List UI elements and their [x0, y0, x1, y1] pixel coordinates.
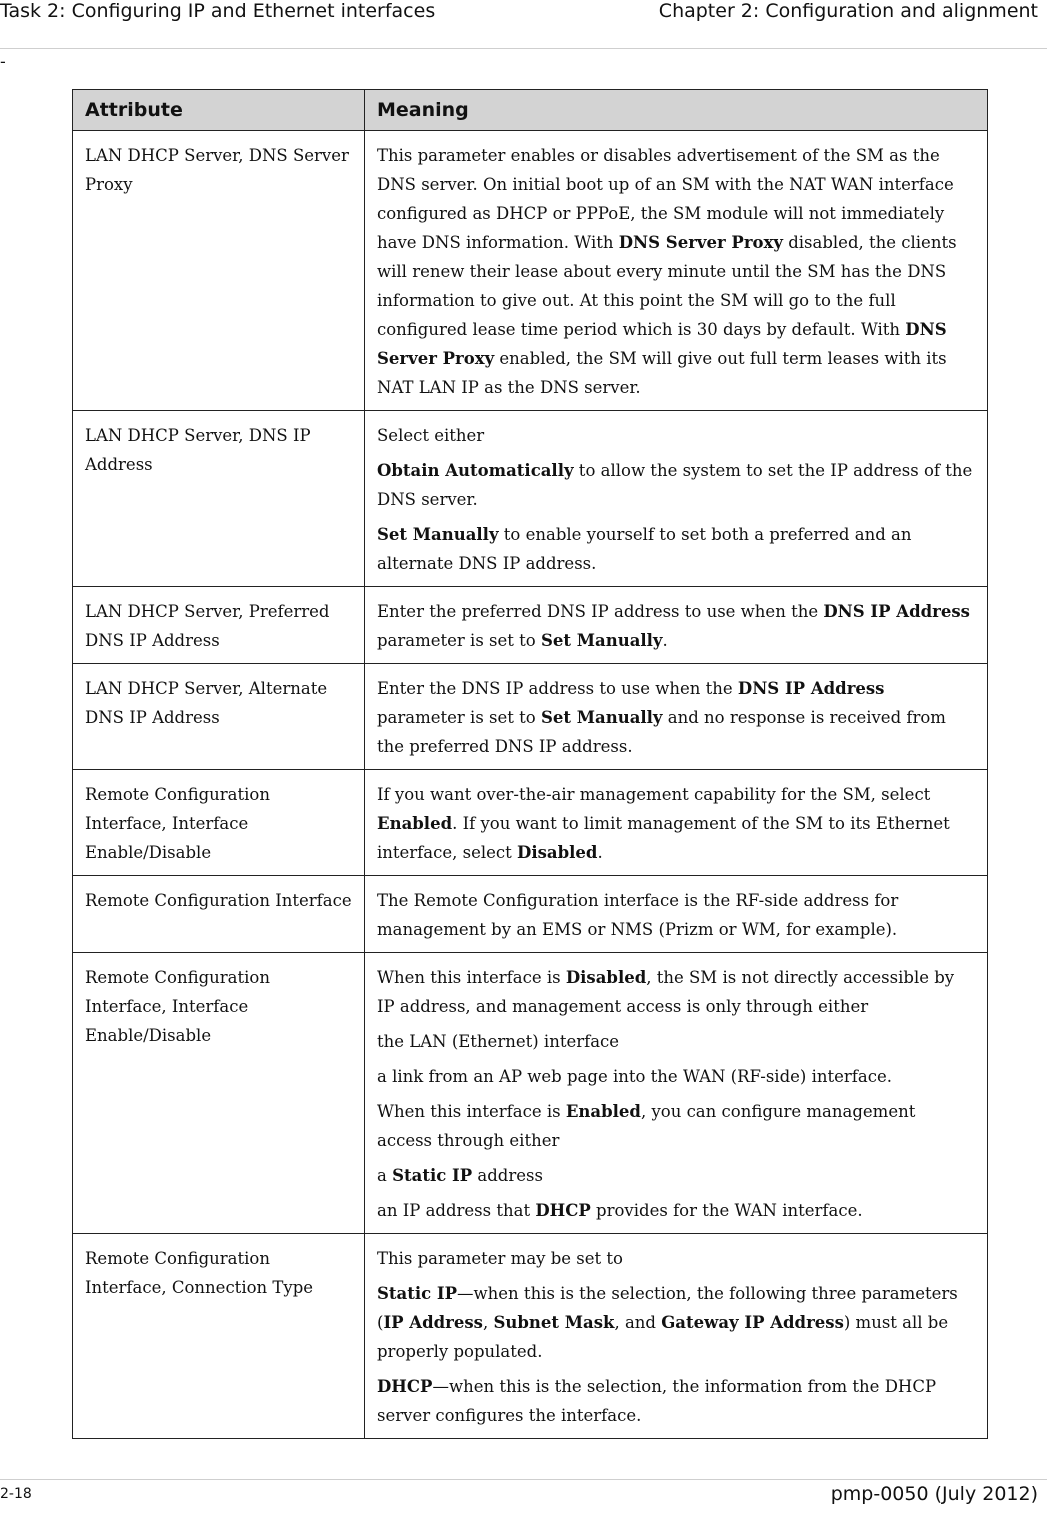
text-run: Enter the DNS IP address to use when the — [377, 679, 738, 698]
text-run: , — [482, 1313, 494, 1332]
meaning-paragraph — [377, 1244, 975, 1273]
meaning-paragraph — [377, 456, 975, 514]
page-header — [0, 0, 1047, 49]
text-run: a — [377, 1166, 393, 1185]
meaning-paragraph — [377, 963, 975, 1021]
text-run: a link from an AP web page into the WAN (RF-side) interface. — [377, 1067, 892, 1086]
header-section-title: Task 2: Configuring IP and Ethernet interfaces — [0, 0, 436, 22]
text-run: —when this is the selection, the following three parameters ( — [377, 1284, 958, 1332]
bold-term: Static IP — [392, 1166, 473, 1185]
meaning-paragraph — [377, 1027, 975, 1056]
meaning-cell — [365, 770, 988, 876]
table-row — [73, 131, 988, 411]
meaning-paragraph — [377, 520, 975, 578]
bold-term: DNS IP Address — [737, 679, 885, 698]
bold-term: Disabled — [517, 843, 598, 862]
text-run: the LAN (Ethernet) interface — [377, 1032, 620, 1051]
column-header-attribute: Attribute — [73, 90, 365, 131]
stray-dash: - — [0, 52, 6, 71]
meaning-cell — [365, 953, 988, 1234]
text-run: address — [472, 1166, 543, 1185]
text-run: When this interface is — [377, 968, 566, 987]
attribute-cell: LAN DHCP Server, DNS IP Address — [73, 411, 365, 587]
meaning-paragraph — [377, 1279, 975, 1366]
bold-term: Enabled — [377, 814, 453, 833]
text-run: an IP address that — [377, 1201, 536, 1220]
text-run: . — [662, 631, 668, 650]
text-run: disabled, the clients will renew their lease about every minute until the SM has the DNS information to give out. At this point the SM will go to the full configured lease time period which is 30 days by default. With — [377, 233, 957, 339]
text-run: —when this is the selection, the information from the DHCP server configures the interface. — [377, 1377, 937, 1425]
text-run: ) must all be properly populated. — [377, 1313, 949, 1361]
bold-term: DHCP — [535, 1201, 591, 1220]
meaning-paragraph — [377, 674, 975, 761]
table-row — [73, 876, 988, 953]
meaning-paragraph — [377, 597, 975, 655]
text-run: If you want over-the-air management capability for the SM, select — [377, 785, 931, 804]
attribute-cell: LAN DHCP Server, Preferred DNS IP Address — [73, 587, 365, 664]
text-run: Select either — [377, 426, 485, 445]
bold-term: Set Manually — [540, 631, 663, 650]
meaning-paragraph — [377, 1196, 975, 1225]
meaning-cell — [365, 587, 988, 664]
attribute-cell: Remote Configuration Interface, Interface Enable/Disable — [73, 953, 365, 1234]
text-run: to enable yourself to set both a preferred and an alternate DNS IP address. — [377, 525, 912, 573]
header-chapter-title: Chapter 2: Configuration and alignment — [658, 0, 1038, 22]
bold-term: Static IP — [377, 1284, 458, 1303]
text-run: provides for the WAN interface. — [590, 1201, 863, 1220]
text-run: The Remote Configuration interface is the RF-side address for management by an EMS or NMS (Prizm or WM, for example). — [377, 891, 899, 939]
text-run: enabled, the SM will give out full term leases with its NAT LAN IP as the DNS server. — [377, 349, 947, 397]
bold-term: DNS IP Address — [823, 602, 970, 621]
table-header-row — [73, 90, 988, 131]
table-row — [73, 411, 988, 587]
bold-term: Obtain Automatically — [377, 461, 574, 480]
attribute-cell: Remote Configuration Interface — [73, 876, 365, 953]
text-run: This parameter enables or disables advertisement of the SM as the DNS server. On initial boot up of an SM with the NAT WAN interface configured as DHCP or PPPoE, the SM module will not immediately have DNS information. With — [377, 146, 954, 252]
meaning-paragraph — [377, 1372, 975, 1430]
table-row — [73, 664, 988, 770]
text-run: . If you want to limit management of the SM to its Ethernet interface, select — [377, 814, 950, 862]
table-row — [73, 953, 988, 1234]
meaning-paragraph — [377, 1097, 975, 1155]
text-run: parameter is set to — [377, 708, 541, 727]
bold-term: Subnet Mask — [493, 1313, 615, 1332]
text-run: When this interface is — [377, 1102, 566, 1121]
attribute-cell: LAN DHCP Server, DNS Server Proxy — [73, 131, 365, 411]
column-header-meaning: Meaning — [365, 90, 988, 131]
meaning-cell — [365, 411, 988, 587]
bold-term: DNS Server Proxy — [618, 233, 783, 252]
text-run: and no response is received from the preferred DNS IP address. — [377, 708, 946, 756]
table-row — [73, 587, 988, 664]
attribute-table — [72, 89, 988, 1439]
page-number: 2-18 — [0, 1486, 32, 1502]
bold-term: Set Manually — [377, 525, 499, 544]
bold-term: Gateway IP Address — [661, 1313, 844, 1332]
text-run: This parameter may be set to — [377, 1249, 623, 1268]
bold-term: Set Manually — [540, 708, 663, 727]
bold-term: DNS Server Proxy — [377, 320, 947, 368]
text-run: , and — [614, 1313, 662, 1332]
meaning-cell — [365, 1234, 988, 1439]
meaning-cell — [365, 876, 988, 953]
meaning-paragraph — [377, 421, 975, 450]
bold-term: Disabled — [565, 968, 647, 987]
page-footer — [0, 1479, 1047, 1513]
attribute-cell: Remote Configuration Interface, Interface Enable/Disable — [73, 770, 365, 876]
text-run: to allow the system to set the IP address of the DNS server. — [377, 461, 973, 509]
meaning-cell — [365, 131, 988, 411]
text-run: parameter is set to — [377, 631, 541, 650]
document-id: pmp-0050 (July 2012) — [830, 1483, 1038, 1505]
meaning-paragraph — [377, 1161, 975, 1190]
text-run: , the SM is not directly accessible by IP address, and management access is only through either — [377, 968, 955, 1016]
attribute-cell: Remote Configuration Interface, Connection Type — [73, 1234, 365, 1439]
text-run: . — [597, 843, 603, 862]
table-row — [73, 770, 988, 876]
meaning-cell — [365, 664, 988, 770]
meaning-paragraph — [377, 1062, 975, 1091]
text-run: Enter the preferred DNS IP address to use when the — [377, 602, 824, 621]
meaning-paragraph — [377, 780, 975, 867]
text-run: , you can configure management access through either — [377, 1102, 916, 1150]
table-row — [73, 1234, 988, 1439]
attribute-cell: LAN DHCP Server, Alternate DNS IP Address — [73, 664, 365, 770]
bold-term: Enabled — [565, 1102, 641, 1121]
meaning-paragraph — [377, 141, 975, 402]
meaning-paragraph — [377, 886, 975, 944]
bold-term: DHCP — [377, 1377, 433, 1396]
bold-term: IP Address — [383, 1313, 483, 1332]
